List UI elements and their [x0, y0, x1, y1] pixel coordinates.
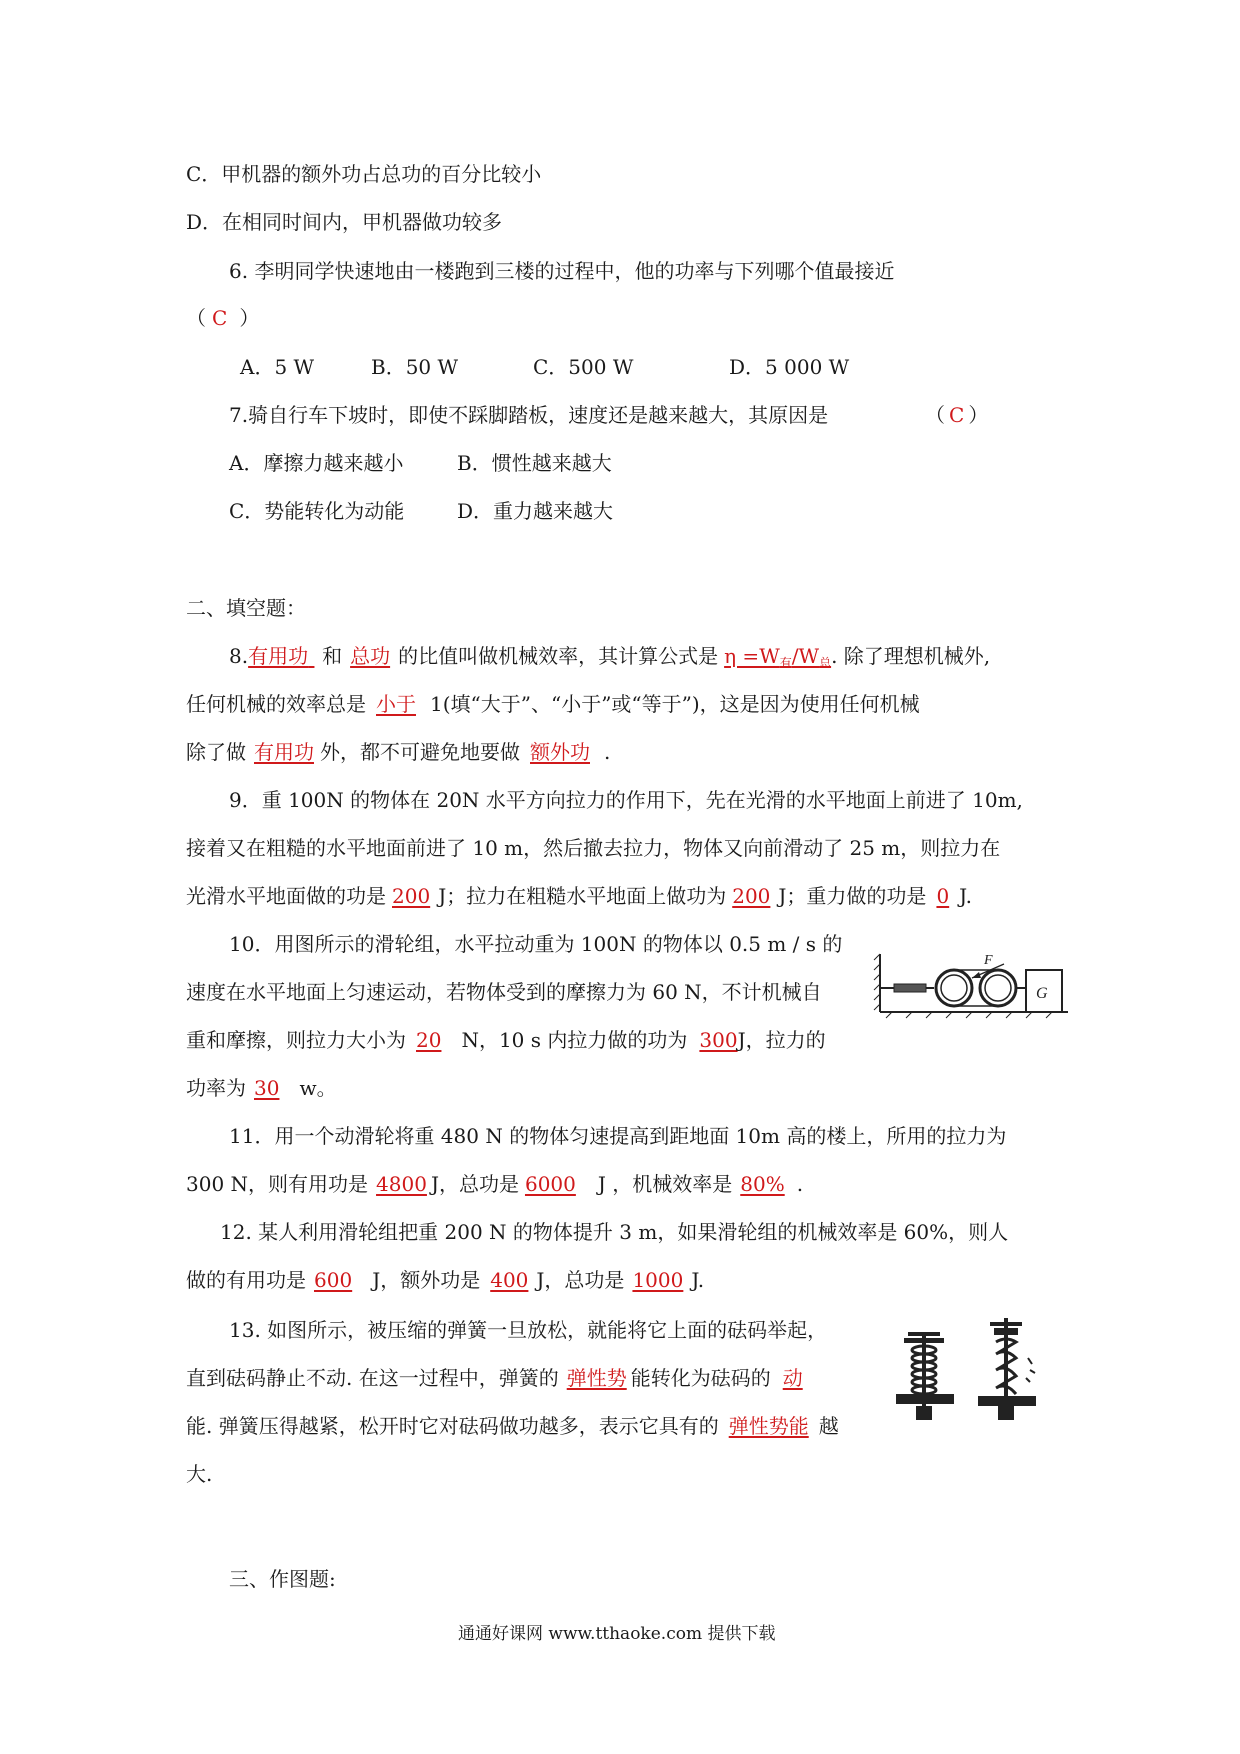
q6-answer: C	[212, 306, 228, 330]
q9-text: J；拉力在粗糙水平地面上做功为	[438, 884, 727, 908]
q13-line1: 13. 如图所示，被压缩的弹簧一旦放松，就能将它上面的砝码举起，	[229, 1318, 828, 1342]
q8-line1	[229, 642, 990, 670]
q11-answer-total-work: 6000	[524, 1172, 576, 1196]
q6-stem: 6. 李明同学快速地由一楼跑到三楼的过程中，他的功率与下列哪个值最接近	[229, 259, 895, 283]
q7-option-c: C．势能转化为动能	[229, 499, 405, 523]
q8-text: . 除了理想机械外,	[831, 644, 991, 668]
q8-text: 外，都不可避免地要做	[320, 740, 520, 764]
q11-text: J，总功是	[430, 1172, 519, 1196]
q7-close-paren: ）	[968, 403, 989, 427]
q11-text: 300 N，则有用功是	[186, 1172, 369, 1196]
section2-title: 二、填空题：	[186, 596, 306, 620]
q6-option-b: B．50 W	[371, 355, 459, 379]
q5-option-c: C．甲机器的额外功占总功的百分比较小	[186, 162, 542, 186]
figure-label-g: G	[1036, 985, 1048, 1002]
q10-line2: 速度在水平地面上匀速运动，若物体受到的摩擦力为 60 N，不计机械自	[186, 980, 822, 1004]
footer-text: 通通好课网 www.tthaoke.com 提供下载	[458, 1624, 776, 1644]
q10-answer-force: 20	[416, 1028, 442, 1052]
q10-text: N，10 s 内拉力做的功为	[461, 1028, 688, 1052]
q13-text: 能. 弹簧压得越紧，松开时它对砝码做功越多，表示它具有的	[186, 1414, 719, 1438]
q11-text: .	[796, 1172, 804, 1196]
q9-line3	[186, 882, 972, 910]
q6-option-a: A．5 W	[240, 355, 315, 379]
q8-answer-less-than: 小于	[376, 692, 416, 716]
q9-line1: 9．重 100N 的物体在 20N 水平方向拉力的作用下，先在光滑的水平地面上前进了 10m,	[229, 788, 1023, 812]
q9-answer-smooth-work: 200	[392, 884, 431, 908]
q8-text: 和	[322, 644, 343, 668]
q13-line3	[186, 1412, 839, 1440]
q7-stem: 7.骑自行车下坡时，即使不踩脚踏板，速度还是越来越大，其原因是	[229, 403, 829, 427]
q8-formula-slash: /W	[791, 644, 820, 668]
q7-answer: C	[949, 403, 965, 427]
q12-text: J.	[691, 1268, 705, 1292]
spring-weight-figure	[892, 1312, 1048, 1422]
section3-title: 三、作图题:	[229, 1567, 336, 1591]
q12-answer-total-work: 1000	[632, 1268, 684, 1292]
q9-answer-gravity-work: 0	[936, 884, 950, 908]
pulley-system-figure	[872, 948, 1072, 1020]
q12-line2	[186, 1266, 704, 1294]
q9-text: J.	[959, 884, 972, 908]
q10-answer-power: 30	[254, 1076, 280, 1100]
q11-line2	[186, 1170, 803, 1198]
q12-text: J，总功是	[536, 1268, 625, 1292]
q7-option-d: D．重力越来越大	[457, 499, 614, 523]
q13-text: 越	[818, 1414, 839, 1438]
q8-text: 任何机械的效率总是	[186, 692, 366, 716]
q11-answer-useful-work: 4800	[376, 1172, 427, 1196]
q8-formula-sub-useful: 有	[779, 656, 792, 670]
q12-text: 做的有用功是	[186, 1268, 306, 1292]
q8-text: 除了做	[186, 740, 246, 764]
q11-text: J ，机械效率是	[597, 1172, 733, 1196]
q8-formula-eta: η =W	[724, 644, 780, 668]
q7-option-b: B．惯性越来越大	[457, 451, 612, 475]
q8-answer-formula	[718, 644, 831, 668]
q10-text: 功率为	[186, 1076, 246, 1100]
q6-close-paren: ）	[239, 306, 260, 330]
q8-answer-useful-work: 有用功	[248, 644, 309, 668]
q13-answer-elastic-energy: 弹性势能	[728, 1414, 809, 1438]
q8-answer-total-work: 总功	[350, 644, 391, 668]
q12-answer-useful-work: 600	[314, 1268, 353, 1292]
q13-text: 能转化为砝码的	[630, 1366, 771, 1390]
q10-text: J，拉力的	[737, 1028, 826, 1052]
q8-answer-useful-work-2: 有用功	[254, 740, 314, 764]
q10-line1: 10．用图所示的滑轮组，水平拉动重为 100N 的物体以 0.5 m / s 的	[229, 932, 843, 956]
q8-answer-extra-work: 额外功	[530, 740, 590, 764]
q8-text: .	[604, 740, 611, 764]
q13-line2	[186, 1364, 803, 1392]
q10-answer-work: 300	[699, 1028, 738, 1052]
q13-answer-elastic-potential: 弹性势	[566, 1366, 627, 1390]
q10-line4	[186, 1074, 337, 1102]
q7-option-a: A．摩擦力越来越小	[229, 451, 404, 475]
q13-answer-kinetic: 动	[782, 1366, 803, 1390]
q10-line3	[186, 1026, 826, 1054]
q8-text: 的比值叫做机械效率，其计算公式是	[398, 644, 719, 668]
q6-answer-line	[186, 304, 259, 332]
q12-line1: 12. 某人利用滑轮组把重 200 N 的物体提升 3 m，如果滑轮组的机械效率是 60%，则人	[220, 1220, 1009, 1244]
q8-text: 1(填“大于”、“小于”或“等于”)，这是因为使用任何机械	[430, 692, 920, 716]
q9-answer-rough-work: 200	[732, 884, 771, 908]
q11-line1: 11．用一个动滑轮将重 480 N 的物体匀速提高到距地面 10m 高的楼上，所用的拉力为	[229, 1124, 1007, 1148]
q12-answer-extra-work: 400	[490, 1268, 529, 1292]
q8-text: 8.	[229, 644, 249, 668]
q6-option-c: C．500 W	[533, 355, 634, 379]
q12-text: J，额外功是	[372, 1268, 481, 1292]
q8-line2	[186, 690, 920, 718]
q10-text: w。	[299, 1076, 337, 1100]
q9-text: J；重力做的功是	[778, 884, 927, 908]
q13-line4: 大.	[186, 1462, 213, 1486]
q9-text: 光滑水平地面做的功是	[186, 884, 386, 908]
q9-line2: 接着又在粗糙的水平地面前进了 10 m，然后撤去拉力，物体又向前滑动了 25 m，则拉力在	[186, 836, 1001, 860]
figure-label-f: F	[984, 953, 993, 968]
q7-open-paren: （	[925, 403, 945, 427]
q10-text: 重和摩擦，则拉力大小为	[186, 1028, 406, 1052]
q5-option-d: D．在相同时间内，甲机器做功较多	[186, 210, 503, 234]
q7-answer-parens	[925, 401, 988, 429]
q6-option-d: D．5 000 W	[729, 355, 850, 379]
q8-line3	[186, 738, 610, 766]
q6-open-paren: （	[186, 306, 206, 330]
q8-formula-sub-total: 总	[819, 656, 832, 670]
q13-text: 直到砝码静止不动. 在这一过程中，弹簧的	[186, 1366, 559, 1390]
q11-answer-efficiency: 80%	[740, 1172, 785, 1196]
